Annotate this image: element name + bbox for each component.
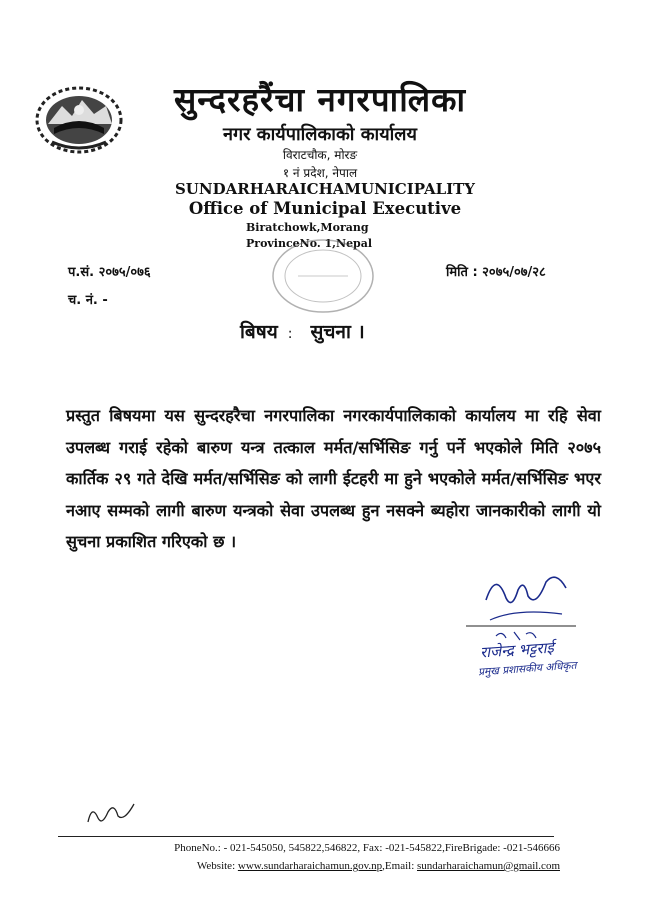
notice-body: प्रस्तुत बिषयमा यस सुन्दरहरैचा नगरपालिका नगरकार्यपालिकाको कार्यालय मा रहि सेवा उपलब्ध गराई रहेको बारुण यन्त्र तत्काल मर्मत/सर्भिसिङ गर्नु पर्ने भएकोले मिति २०७५ कार्तिक २९ गते देखि मर्मत/सर्भिसिङ को लागी ईटहरी मा हुने भएकोले मर्मत/सर्भिसिङ भएर नआए सम्मको लागी बारुण यन्त्रको सेवा उपलब्ध हुन नसक्ने ब्यहोरा जानकारीको लागी यो सुचना प्रकाशित गरिएको छ । bbox=[66, 406, 601, 551]
signatory-title: प्रमुख प्रशासकीय अधिकृत bbox=[477, 659, 577, 679]
reference-number: प.सं. २०७५/०७६ bbox=[68, 265, 151, 280]
subject-value: सुचना । bbox=[310, 321, 365, 343]
english-municipality-title: SUNDARHARAICHAMUNICIPALITY bbox=[174, 180, 476, 198]
nepal-emblem-icon bbox=[34, 84, 124, 154]
website-link[interactable]: www.sundarharaichamun.gov.np bbox=[237, 860, 383, 872]
signature-icon bbox=[466, 560, 586, 650]
footer-contact: PhoneNo.: - 021-545050, 545822,546822, Fax: -021-545822,FireBrigade: -021-546666 bbox=[174, 842, 560, 854]
email-link[interactable]: sundarharaichamun@gmail.com bbox=[417, 860, 560, 872]
nepali-office-title: नगर कार्यपालिकाको कार्यालय bbox=[223, 124, 417, 145]
initials-mark-icon bbox=[82, 792, 142, 832]
english-office-title: Office of Municipal Executive bbox=[188, 199, 462, 218]
website-label: Website: bbox=[196, 860, 238, 872]
subject-line bbox=[240, 318, 365, 344]
letter-date: मिति : २०७५/०७/२८ bbox=[446, 265, 546, 280]
subject-label: बिषय bbox=[240, 321, 278, 343]
dispatch-number: च. नं. - bbox=[68, 293, 108, 308]
nepali-address-line2: १ नं प्रदेश, नेपाल bbox=[282, 166, 358, 180]
subject-colon: : bbox=[287, 326, 293, 342]
footer-web bbox=[110, 860, 560, 872]
nepali-municipality-title: सुन्दरहरैंचा नगरपालिका bbox=[173, 80, 467, 119]
email-label: ,Email: bbox=[382, 860, 417, 872]
english-address-line2: ProvinceNo. 1,Nepal bbox=[246, 237, 373, 250]
footer-divider bbox=[58, 836, 554, 837]
signatory-name: राजेन्द्र भट्टराई bbox=[479, 638, 555, 662]
nepali-address-line1: विराटचौक, मोरङ bbox=[282, 148, 358, 162]
office-stamp-icon bbox=[268, 236, 378, 316]
english-address-line1: Biratchowk,Morang bbox=[246, 221, 369, 234]
